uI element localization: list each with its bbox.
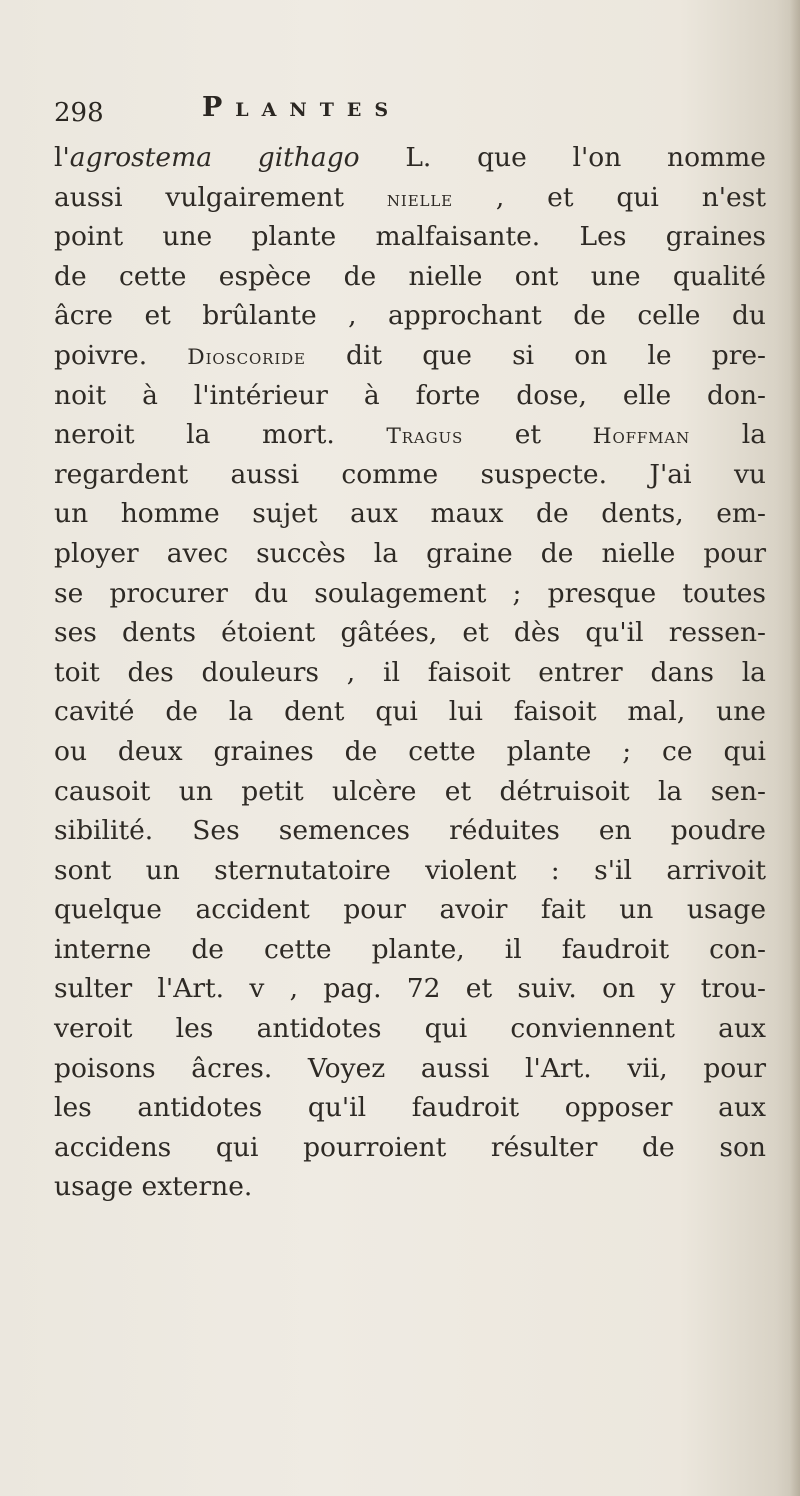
author-name: Dioscoride bbox=[187, 344, 306, 370]
page-header bbox=[54, 92, 754, 136]
text-line: causoit un petit ulcère et détruisoit la sen- bbox=[54, 775, 766, 807]
text-line: poivre. Dioscoride dit que si on le pre- bbox=[54, 339, 766, 371]
text-line: ployer avec succès la graine de nielle pour bbox=[54, 537, 766, 569]
text-line: cavité de la dent qui lui faisoit mal, une bbox=[54, 696, 766, 728]
page-number: 298 bbox=[54, 98, 104, 128]
text-line: point une plante malfaisante. Les graines bbox=[54, 221, 766, 253]
text-line: de cette espèce de nielle ont une qualité bbox=[54, 260, 766, 292]
text-line: sibilité. Ses semences réduites en poudre bbox=[54, 815, 766, 847]
text-line: veroit les antidotes qui conviennent aux bbox=[54, 1013, 766, 1045]
text-line: interne de cette plante, il faudroit con- bbox=[54, 933, 766, 965]
text-line: sulter l'Art. v , pag. 72 et suiv. on y trou- bbox=[54, 973, 766, 1005]
body-text bbox=[54, 138, 766, 1207]
text-line: noit à l'intérieur à forte dose, elle don- bbox=[54, 379, 766, 411]
text-line: ou deux graines de cette plante ; ce qui bbox=[54, 735, 766, 767]
text-line: sont un sternutatoire violent : s'il arrivoit bbox=[54, 854, 766, 886]
text-line: les antidotes qu'il faudroit opposer aux bbox=[54, 1092, 766, 1124]
author-name: Hoffman bbox=[592, 424, 691, 450]
text-line: quelque accident pour avoir fait un usage bbox=[54, 894, 766, 926]
text-line: âcre et brûlante , approchant de celle du bbox=[54, 300, 766, 332]
page-edge-shadow bbox=[790, 0, 800, 1496]
text-line: un homme sujet aux maux de dents, em- bbox=[54, 498, 766, 530]
text-line: toit des douleurs , il faisoit entrer dans la bbox=[54, 656, 766, 688]
text-line: ses dents étoient gâtées, et dès qu'il ressen- bbox=[54, 617, 766, 649]
latin-name: agrostema githago bbox=[69, 142, 360, 173]
text-line: poisons âcres. Voyez aussi l'Art. vii, pour bbox=[54, 1052, 766, 1084]
author-name: Tragus bbox=[386, 424, 464, 450]
text-line: aussi vulgairement nielle , et qui n'est bbox=[54, 181, 766, 213]
text-line: usage externe. bbox=[54, 1171, 253, 1203]
small-caps-term: nielle bbox=[386, 186, 453, 212]
text-line: l'agrostema githago L. que l'on nomme bbox=[54, 142, 766, 173]
text-line: se procurer du soulagement ; presque toutes bbox=[54, 577, 766, 609]
running-head: Plantes bbox=[202, 92, 402, 123]
text-line: neroit la mort. Tragus et Hoffman la bbox=[54, 419, 766, 451]
text-line: regardent aussi comme suspecte. J'ai vu bbox=[54, 458, 766, 490]
text-line: accidens qui pourroient résulter de son bbox=[54, 1131, 766, 1163]
